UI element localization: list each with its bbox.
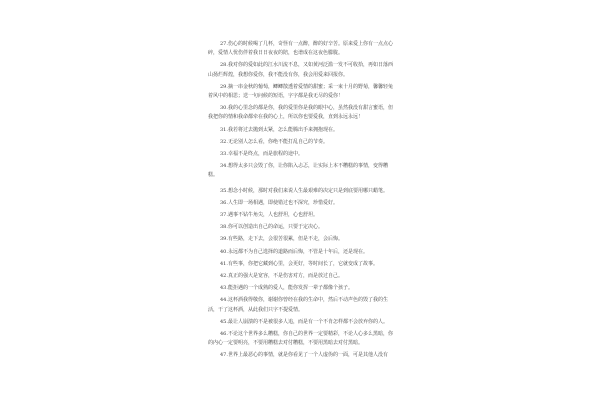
paragraph-29: 29.摘一串金秋的葡萄，鲫鲫散透着爱情的甜蜜；采一束十月的野菊，馨馨轻兔着风中的相思；送一句问候的短语，字字都是我无尽的爱你！ [208, 83, 393, 100]
paragraph-44: 44.这杯酒我得敬你，谢谢你曾经在我的生命中，然后不动声色的毁了我的生活，干了这杯酒，从此我们只字不提爱情。 [208, 297, 388, 313]
paragraph-46: 46.不论这个世界多么糟糕，你自己的世界一定要精彩，不论人心多么黑暗，你的内心一定要明亮，不要用糟糕去对付糟糕，不要用黑暗去对付黑暗。 [208, 331, 393, 347]
paragraph-47: 47.世界上最恶心的事情，就是你看见了一个人虚伪的一面，可是其他人没有 [220, 352, 388, 359]
paragraph-36: 36.人生即一场相遇，即使错过也不深究，珍惜爱好。 [220, 199, 338, 206]
paragraph-45: 45.最让人崩溃的不是被很多人追，而是有一个不肯怎样都不会放弃你的人。 [220, 318, 388, 325]
paragraph-41: 41.有些事，你把它藏到心里，会更好，等时间长了，它就变成了故事。 [220, 260, 378, 267]
paragraph-35: 35.想念小时候，那时对我们来说人生最艰难的决定只是到底要用哪只蜡笔。 [220, 187, 388, 194]
paragraph-31: 31.我若将过去抛到太紧，怎么能腾出手来拥抱现在。 [220, 126, 338, 133]
paragraph-34: 34.想得太多只会毁了你，让你陷入忐忑，让实际上本不糟糕的事情，变得糟糕。 [208, 163, 388, 179]
paragraph-30: 30.我的心里念的都是你，我的爱里你是我的眼中心，虽然我没有甜言蜜语，但我把你的情和我命都牵在我的心上，所以你也要爱我，直到永远永远！ [208, 105, 393, 121]
paragraph-37: 37.遇事不钻牛角尖，人也舒坦，心也舒坦。 [220, 212, 318, 219]
paragraph-39: 39.有些路，走下去，会很苦很累，但是不走，会后悔。 [220, 236, 343, 243]
paragraph-40: 40.永远都不为自己选择的道路而后悔，不管是十年后，还是现在。 [220, 248, 368, 255]
paragraph-27: 27.伤心的时候喝了几杯，奇怪有一点醉，醉的好辛苦。原来爱上你有一点点心碎，爱情人忧伤伴着我日日夜夜的陪，也谱成在这夜色朦胧。 [208, 41, 393, 57]
paragraph-38: 38.你可以创造出自己的命运，只要于定决心。 [220, 224, 323, 231]
paragraph-28: 28.我对你的爱如此的江水川流不息，又如黄河泛滥一发不可收拾，再如日落西山扬烂辉煌，我想你爱你，我不能没有你，我会用爱来回报你。 [208, 62, 393, 78]
paragraph-42: 42.真正的强大是宽容，不是伤害对方，而是放过自己。 [220, 273, 343, 280]
paragraph-32: 32.无论别人怎么看，你绝不能打乱自己的节奏。 [220, 138, 328, 145]
paragraph-43: 43.能拒遇的一个成熟的爱人，能你发挥一辈子都像个孩子。 [220, 285, 353, 292]
document-text-block [208, 40, 394, 361]
paragraph-33: 33.幸福不是终点，而是旅程的途中。 [220, 151, 303, 158]
